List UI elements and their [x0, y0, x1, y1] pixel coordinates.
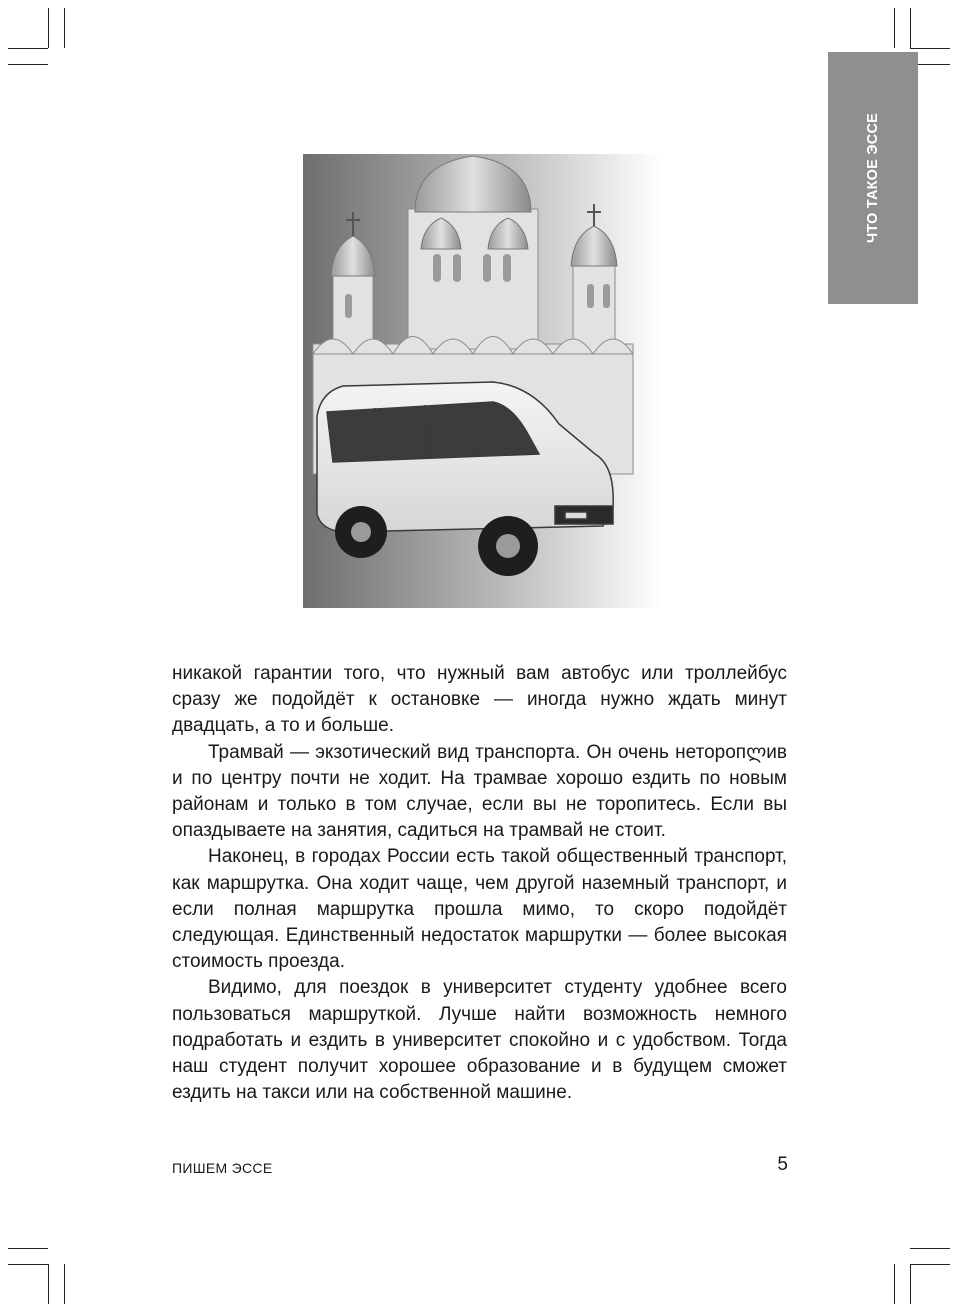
- crop-mark: [894, 1264, 895, 1304]
- paragraph: Видимо, для поездок в университет студенту удобнее всего пользоваться маршруткой. Лучше найти возможность немного подработать и ездить в университет спокойно и с удобством. Тогда наш студент получит хорошее образование и в будущем сможет ездить на такси или на собственной машине.: [172, 977, 787, 1104]
- section-side-tab-label: ЧТО ТАКОЕ ЭССЕ: [865, 113, 881, 243]
- crop-mark: [910, 1264, 911, 1304]
- crop-mark: [910, 1264, 950, 1265]
- crop-mark: [910, 8, 911, 48]
- crop-mark: [894, 8, 895, 48]
- crop-mark: [8, 1264, 48, 1265]
- section-side-tab: [828, 52, 918, 304]
- crop-mark: [64, 8, 65, 48]
- crop-mark: [8, 48, 48, 49]
- church-and-minibus-icon: [303, 154, 661, 608]
- crop-mark: [64, 1264, 65, 1304]
- running-footer: ПИШЕМ ЭССЕ: [172, 1160, 273, 1176]
- crop-mark: [8, 64, 48, 65]
- paragraph: никакой гарантии того, что нужный вам автобус или троллейбус сразу же подойдёт к остановке — иногда нужно ждать минут двадцать, а то и больше.: [172, 663, 787, 737]
- page-number: 5: [777, 1154, 788, 1175]
- crop-mark: [8, 1248, 48, 1249]
- illustration: [303, 154, 661, 608]
- crop-mark: [910, 1248, 950, 1249]
- body-text: [172, 661, 787, 1106]
- crop-mark: [48, 8, 49, 48]
- crop-mark: [910, 48, 950, 49]
- paragraph: Трамвай — экзотический вид транспорта. Он очень неторопლив и по центру почти не ходит. На трамвае хорошо ездить по новым районам и только в том случае, если вы не торопитесь. Если вы опаздываете на занятия, садиться на трамвай не стоит.: [172, 741, 787, 842]
- paragraph: Наконец, в городах России есть такой общественный транспорт, как маршрутка. Она ходит чаще, чем другой наземный транспорт, и если полная маршрутка прошла мимо, то скоро подойдёт следующая. Единственный недостаток маршрутки — более высокая стоимость проезда.: [172, 846, 787, 973]
- crop-mark: [48, 1264, 49, 1304]
